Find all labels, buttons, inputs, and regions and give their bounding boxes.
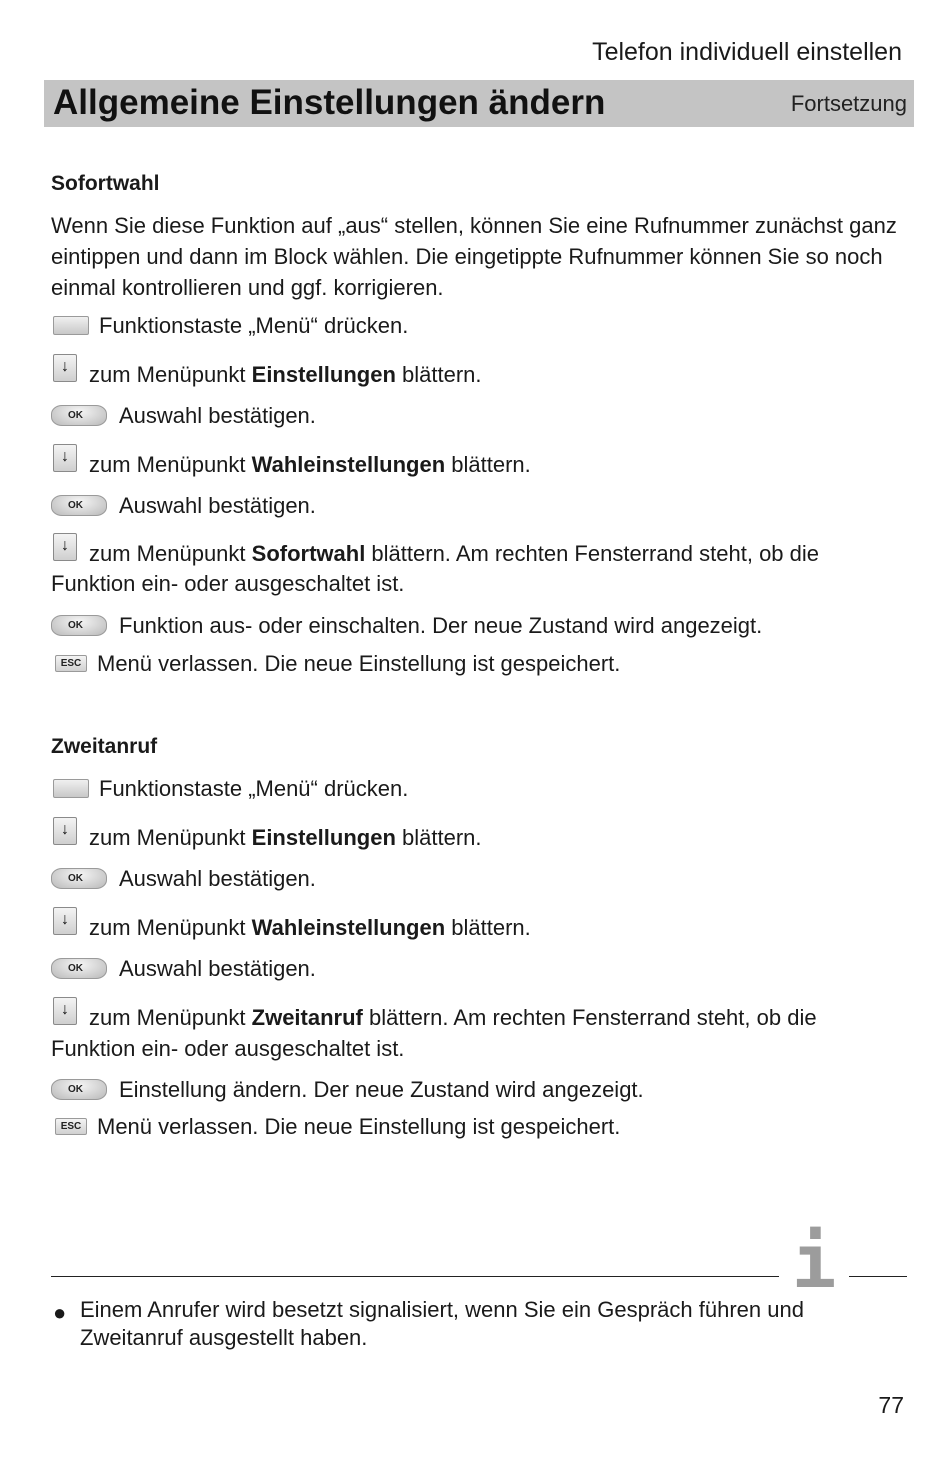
step: ↓ zum Menüpunkt Zweitanruf blättern. Am rechten Fensterrand steht, ob die — [51, 1002, 911, 1033]
step: ↓ zum Menüpunkt Einstellungen blättern. — [51, 822, 911, 853]
ok-key-icon: OK — [51, 868, 107, 889]
ok-key-icon: OK — [51, 1079, 107, 1100]
arrow-down-key-icon: ↓ — [53, 354, 77, 382]
arrow-down-key-icon: ↓ — [53, 444, 77, 472]
step: ↓ zum Menüpunkt Wahleinstellungen blättern. — [51, 912, 911, 943]
step-continuation: Funktion ein- oder ausgeschaltet ist. — [51, 571, 405, 596]
page-title: Allgemeine Einstellungen ändern — [53, 83, 606, 122]
step: ESC Menü verlassen. Die neue Einstellung ist gespeichert. — [51, 1111, 911, 1142]
step: OK Auswahl bestätigen. — [51, 490, 911, 521]
ok-key-icon: OK — [51, 405, 107, 426]
info-divider-left — [51, 1276, 779, 1277]
section-heading-sofortwahl: Sofortwahl — [51, 172, 160, 195]
esc-key-icon: ESC — [55, 1118, 87, 1135]
info-note: Einem Anrufer wird besetzt signalisiert, wenn Sie ein Gespräch führen und Zweitanruf ausgestellt haben. — [80, 1297, 804, 1350]
ok-key-icon: OK — [51, 615, 107, 636]
step: ↓ zum Menüpunkt Sofortwahl blättern. Am rechten Fensterrand steht, ob die — [51, 538, 911, 569]
running-head: Telefon individuell einstellen — [592, 38, 902, 66]
info-divider-right — [849, 1276, 907, 1277]
step: OK Auswahl bestätigen. — [51, 863, 911, 894]
esc-key-icon: ESC — [55, 655, 87, 672]
step: ↓ zum Menüpunkt Wahleinstellungen blättern. — [51, 449, 911, 480]
bullet-icon: ● — [53, 1300, 67, 1325]
arrow-down-key-icon: ↓ — [53, 533, 77, 561]
arrow-down-key-icon: ↓ — [53, 907, 77, 935]
section-heading-zweitanruf: Zweitanruf — [51, 735, 158, 758]
info-icon: i — [791, 1219, 837, 1305]
step: OK Einstellung ändern. Der neue Zustand wird angezeigt. — [51, 1074, 911, 1105]
step: OK Auswahl bestätigen. — [51, 400, 911, 431]
continued-label: Fortsetzung — [790, 91, 907, 116]
title-bar — [44, 80, 914, 127]
ok-key-icon: OK — [51, 495, 107, 516]
step: OK Auswahl bestätigen. — [51, 953, 911, 984]
step: Funktionstaste „Menü“ drücken. — [51, 310, 911, 341]
intro-paragraph: Wenn Sie diese Funktion auf „aus“ stellen, können Sie eine Rufnummer zunächst ganz eintippen und dann im Block wählen. Die eingetippte Rufnummer können Sie so noch einmal kontrollieren und ggf. korrigieren. — [51, 213, 897, 300]
menu-key-icon — [53, 316, 89, 335]
step: Funktionstaste „Menü“ drücken. — [51, 773, 911, 804]
step-continuation: Funktion ein- oder ausgeschaltet ist. — [51, 1036, 405, 1061]
step: ↓ zum Menüpunkt Einstellungen blättern. — [51, 359, 911, 390]
step: ESC Menü verlassen. Die neue Einstellung ist gespeichert. — [51, 648, 911, 679]
step: OK Funktion aus- oder einschalten. Der neue Zustand wird angezeigt. — [51, 610, 911, 641]
arrow-down-key-icon: ↓ — [53, 997, 77, 1025]
page-number: 77 — [878, 1392, 904, 1418]
menu-key-icon — [53, 779, 89, 798]
arrow-down-key-icon: ↓ — [53, 817, 77, 845]
ok-key-icon: OK — [51, 958, 107, 979]
